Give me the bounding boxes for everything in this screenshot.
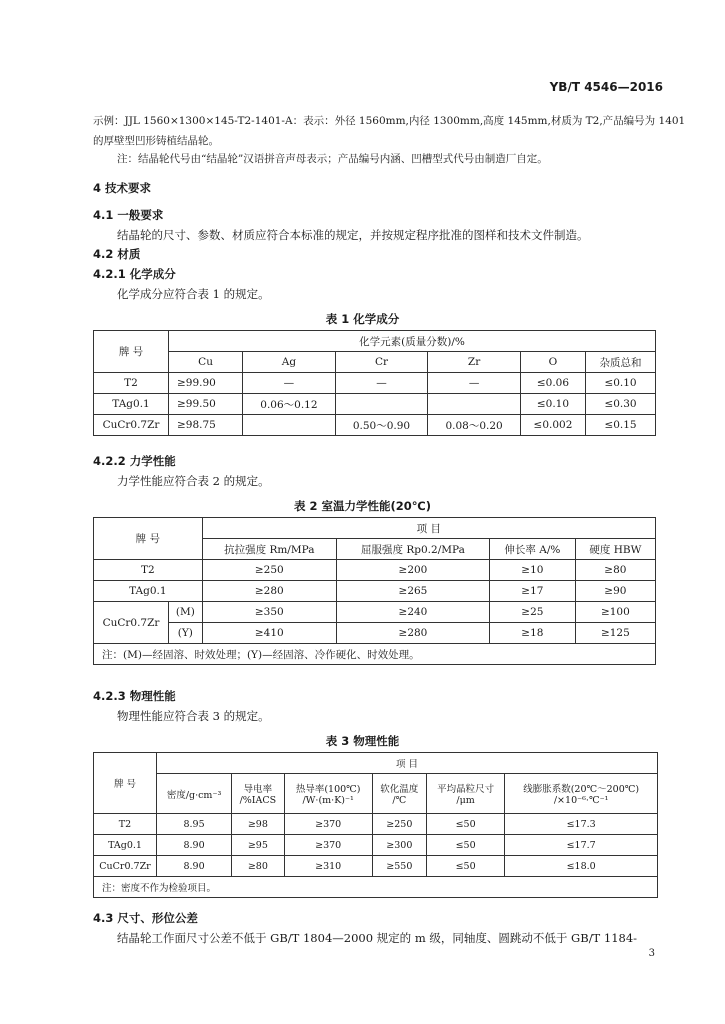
table-cell: 0.50～0.90: [335, 415, 428, 436]
table-cell: ≤50: [426, 814, 504, 835]
standard-number: YB/T 4546—2016: [549, 80, 663, 94]
table-cell: ≥80: [575, 560, 655, 581]
table-row: [94, 560, 656, 581]
table-cell: ≤50: [426, 856, 504, 877]
table-3-note: 注：密度不作为检验项目。: [94, 877, 658, 898]
table-cell: [428, 394, 521, 415]
table-cell: ≥80: [232, 856, 285, 877]
table-cell: ≥550: [372, 856, 426, 877]
table-row: [94, 623, 656, 644]
table-cell: ≥370: [284, 835, 372, 856]
table-cell: ≥18: [490, 623, 576, 644]
example-line-2: 的厚壁型凹形铸植结晶轮。: [93, 135, 219, 147]
table-cell: TAg0.1: [94, 835, 157, 856]
section-4-2-3-title: 4.2.3 物理性能: [93, 689, 176, 703]
table-cell: 0.06～0.12: [243, 394, 336, 415]
table-cell: [243, 415, 336, 436]
table-2-mechanical-properties: [93, 517, 656, 665]
table-row: [94, 856, 658, 877]
table-cell: ≥310: [284, 856, 372, 877]
section-4-title: 4 技术要求: [93, 181, 152, 195]
table-cell: ≥17: [490, 581, 576, 602]
table-3-col-conductivity: [232, 774, 285, 814]
table-cell: ≤18.0: [505, 856, 658, 877]
table-3-col-grain: [426, 774, 504, 814]
table-cell: ≥95: [232, 835, 285, 856]
table-cell: ≥240: [336, 602, 489, 623]
table-1-col-zr: Zr: [428, 352, 521, 373]
table-row: [94, 602, 656, 623]
table-2-group-header: 项 目: [202, 518, 655, 539]
section-4-2-1-title: 4.2.1 化学成分: [93, 267, 176, 281]
table-1-col-ag: Ag: [243, 352, 336, 373]
table-3-col-density: [157, 774, 232, 814]
section-4-3-text: 结晶轮工作面尺寸公差不低于 GB/T 1804—2000 规定的 m 级，同轴度、圆跳动不低于 GB/T 1184-: [117, 931, 638, 945]
section-4-2-3-text: 物理性能应符合表 3 的规定。: [117, 709, 270, 723]
table-cell: CuCr0.7Zr: [94, 856, 157, 877]
table-cell: TAg0.1: [94, 394, 169, 415]
page-number: 3: [648, 948, 655, 959]
table-row: [94, 394, 656, 415]
table-row: [94, 835, 658, 856]
table-row: [94, 581, 656, 602]
table-cell: ≤17.3: [505, 814, 658, 835]
table-2-note: 注：(M)—经固溶、时效处理；(Y)—经固溶、冷作硬化、时效处理。: [94, 644, 656, 665]
table-cell: 8.90: [157, 835, 232, 856]
table-cell: (Y): [169, 623, 203, 644]
table-cell: ≤17.7: [505, 835, 658, 856]
column-unit: /%IACS: [239, 795, 277, 806]
table-cell: ≤0.10: [586, 373, 656, 394]
table-row: [94, 415, 656, 436]
table-cell: 8.90: [157, 856, 232, 877]
section-4-2-2-title: 4.2.2 力学性能: [93, 454, 176, 468]
table-cell: ≥98.75: [169, 415, 243, 436]
table-3-col-softening: [372, 774, 426, 814]
table-row: [94, 814, 658, 835]
table-row: [94, 373, 656, 394]
table-cell: ≥280: [336, 623, 489, 644]
table-2-col-tensile: 抗拉强度 Rm/MPa: [202, 539, 336, 560]
table-cell: ≤0.10: [520, 394, 585, 415]
table-1-col-cu: Cu: [169, 352, 243, 373]
table-cell: ≥350: [202, 602, 336, 623]
table-cell: ≥200: [336, 560, 489, 581]
table-cell: ≥410: [202, 623, 336, 644]
column-label: 软化温度: [380, 784, 419, 795]
table-cell: —: [335, 373, 428, 394]
table-cell: ≥98: [232, 814, 285, 835]
table-cell: ≤0.30: [586, 394, 656, 415]
table-1-col-impurity: 杂质总和: [586, 352, 656, 373]
table-cell: —: [428, 373, 521, 394]
table-cell: ≥10: [490, 560, 576, 581]
column-label: 线膨胀系数(20℃～200℃): [523, 784, 640, 795]
column-unit: /×10⁻⁶·℃⁻¹: [553, 795, 609, 806]
section-4-2-title: 4.2 材质: [93, 247, 141, 261]
table-3-caption: 表 3 物理性能: [325, 734, 400, 748]
table-cell: CuCr0.7Zr: [94, 602, 169, 644]
example-note: 注：结晶轮代号由“结晶轮”汉语拼音声母表示；产品编号内涵、凹槽型式代号由制造厂自定。: [117, 153, 548, 165]
table-cell: ≥90: [575, 581, 655, 602]
table-cell: (M): [169, 602, 203, 623]
table-cell: ≥25: [490, 602, 576, 623]
table-1-col-cr: Cr: [335, 352, 428, 373]
table-1-grade-header: 牌 号: [94, 331, 169, 373]
example-line-1: 示例：JJL 1560×1300×145-T2-1401-A：表示：外径 1560mm,内径 1300mm,高度 145mm,材质为 T2,产品编号为 1401: [93, 115, 686, 127]
table-3-physical-properties: [93, 752, 658, 898]
table-1-group-header: 化学元素(质量分数)/%: [169, 331, 656, 352]
table-cell: ≥99.90: [169, 373, 243, 394]
table-cell: TAg0.1: [94, 581, 203, 602]
column-label: 平均晶粒尺寸: [437, 784, 495, 795]
table-cell: ≥250: [372, 814, 426, 835]
section-4-2-1-text: 化学成分应符合表 1 的规定。: [117, 287, 270, 301]
column-label: 密度/g·cm⁻³: [166, 789, 222, 801]
table-2-col-hardness: 硬度 HBW: [575, 539, 655, 560]
column-unit: /W·(m·K)⁻¹: [302, 795, 354, 806]
table-cell: T2: [94, 560, 203, 581]
table-cell: —: [243, 373, 336, 394]
table-cell: ≥100: [575, 602, 655, 623]
table-cell: CuCr0.7Zr: [94, 415, 169, 436]
table-1-col-o: O: [520, 352, 585, 373]
table-2-caption: 表 2 室温力学性能(20℃): [294, 499, 431, 513]
column-unit: /μm: [456, 795, 475, 806]
table-cell: ≥300: [372, 835, 426, 856]
table-cell: ≥370: [284, 814, 372, 835]
table-cell: ≥250: [202, 560, 336, 581]
section-4-1-text: 结晶轮的尺寸、参数、材质应符合本标准的规定，并按规定程序批准的图样和技术文件制造。: [117, 228, 589, 242]
table-1-caption: 表 1 化学成分: [325, 312, 400, 326]
table-cell: ≥265: [336, 581, 489, 602]
table-2-grade-header: 牌 号: [94, 518, 203, 560]
table-cell: ≥125: [575, 623, 655, 644]
table-3-group-header: 项 目: [157, 753, 658, 774]
table-1-chemical-composition: [93, 330, 656, 436]
table-2-col-yield: 屈服强度 Rp0.2/MPa: [336, 539, 489, 560]
table-cell: ≤0.002: [520, 415, 585, 436]
column-label: 导电率: [243, 784, 273, 795]
table-3-col-expansion: [505, 774, 658, 814]
table-2-col-elongation: 伸长率 A/%: [490, 539, 576, 560]
table-cell: ≤50: [426, 835, 504, 856]
table-cell: 0.08～0.20: [428, 415, 521, 436]
section-4-1-title: 4.1 一般要求: [93, 208, 164, 222]
table-3-grade-header: 牌 号: [94, 753, 157, 814]
table-cell: T2: [94, 373, 169, 394]
column-label: 热导率(100℃): [295, 784, 361, 795]
table-cell: T2: [94, 814, 157, 835]
table-cell: ≥99.50: [169, 394, 243, 415]
section-4-3-title: 4.3 尺寸、形位公差: [93, 911, 198, 925]
table-cell: ≤0.06: [520, 373, 585, 394]
table-3-col-thermal: [284, 774, 372, 814]
section-4-2-2-text: 力学性能应符合表 2 的规定。: [117, 474, 270, 488]
table-cell: ≤0.15: [586, 415, 656, 436]
column-unit: /℃: [392, 795, 407, 806]
table-cell: 8.95: [157, 814, 232, 835]
table-cell: [335, 394, 428, 415]
table-cell: ≥280: [202, 581, 336, 602]
